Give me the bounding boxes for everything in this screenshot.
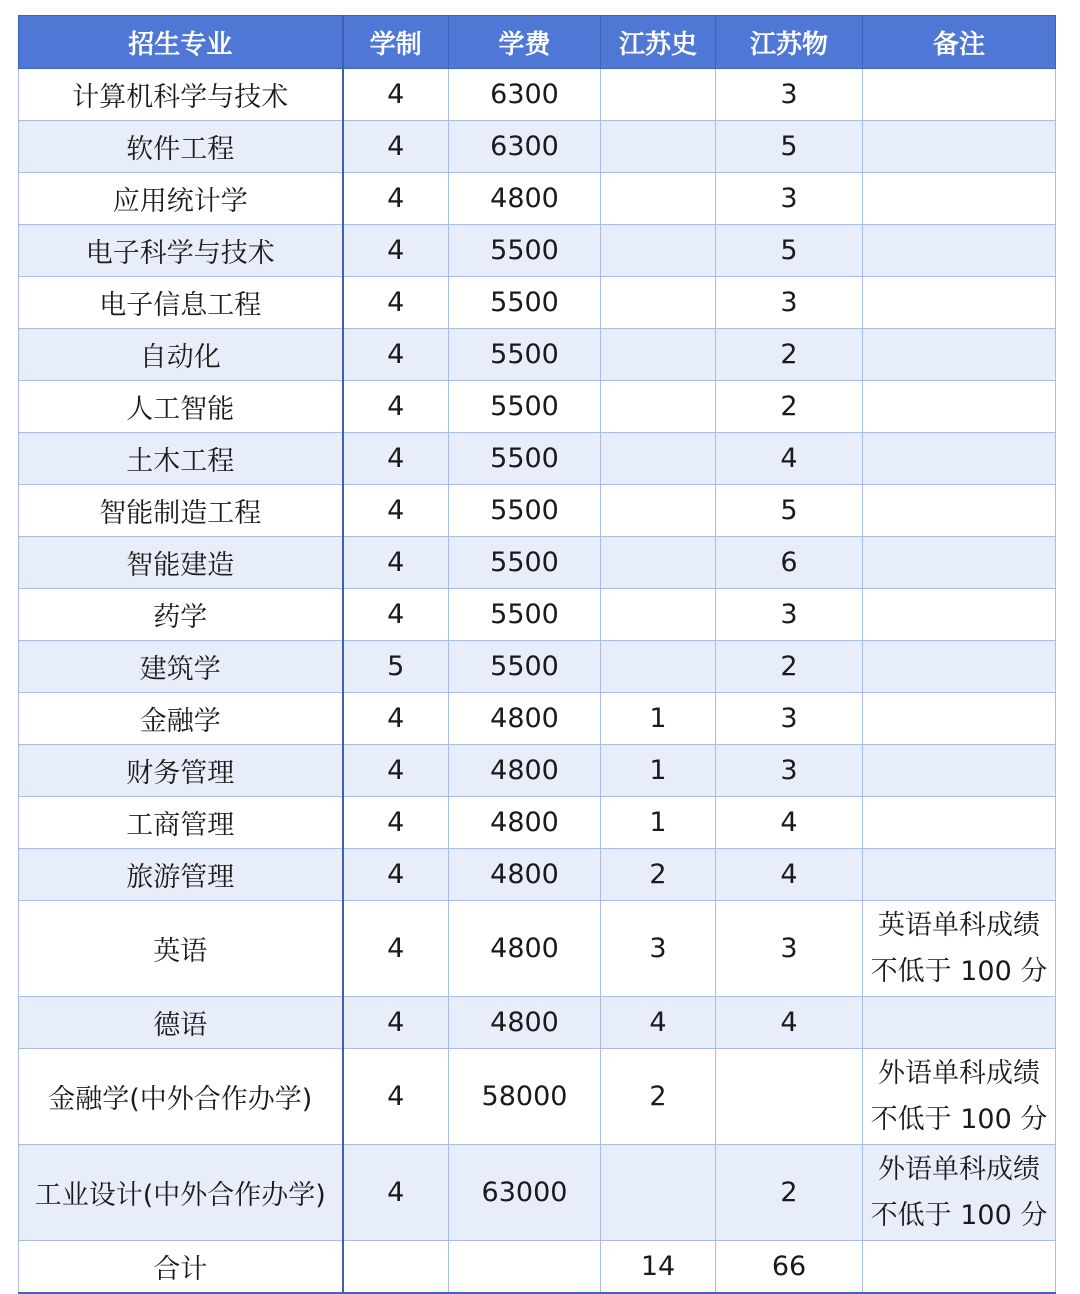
major-cell: 应用统计学 <box>19 173 343 225</box>
table-row <box>19 797 1056 849</box>
years-cell: 4 <box>343 225 449 277</box>
physics-cell: 5 <box>716 485 863 537</box>
note-line: 外语单科成绩 <box>878 1057 1040 1089</box>
major-cell: 旅游管理 <box>19 849 343 901</box>
history-cell <box>601 589 716 641</box>
major-cell: 人工智能 <box>19 381 343 433</box>
years-cell: 4 <box>343 381 449 433</box>
physics-cell: 4 <box>716 997 863 1049</box>
fee-cell: 58000 <box>449 1049 601 1145</box>
history-cell: 1 <box>601 745 716 797</box>
table-row <box>19 693 1056 745</box>
total-fee <box>449 1241 601 1294</box>
history-cell: 2 <box>601 1049 716 1145</box>
years-cell: 4 <box>343 69 449 121</box>
major-cell: 自动化 <box>19 329 343 381</box>
physics-cell: 3 <box>716 693 863 745</box>
history-cell <box>601 277 716 329</box>
note-line: 不低于 100 分 <box>870 955 1048 987</box>
history-cell <box>601 329 716 381</box>
history-cell <box>601 173 716 225</box>
years-cell: 4 <box>343 849 449 901</box>
table-row <box>19 277 1056 329</box>
fee-cell: 5500 <box>449 277 601 329</box>
fee-cell: 5500 <box>449 433 601 485</box>
major-cell: 英语 <box>19 901 343 997</box>
table-row <box>19 69 1056 121</box>
history-cell <box>601 121 716 173</box>
history-cell <box>601 69 716 121</box>
total-row <box>19 1241 1056 1294</box>
major-cell: 土木工程 <box>19 433 343 485</box>
major-cell: 财务管理 <box>19 745 343 797</box>
note-cell <box>863 693 1056 745</box>
note-cell <box>863 901 1056 997</box>
physics-cell: 3 <box>716 173 863 225</box>
note-cell <box>863 277 1056 329</box>
note-cell <box>863 173 1056 225</box>
table-row <box>19 641 1056 693</box>
years-cell: 4 <box>343 537 449 589</box>
fee-cell: 6300 <box>449 69 601 121</box>
major-cell: 智能制造工程 <box>19 485 343 537</box>
note-line: 不低于 100 分 <box>870 1199 1048 1231</box>
table-row <box>19 121 1056 173</box>
table-row <box>19 1145 1056 1241</box>
years-cell: 4 <box>343 329 449 381</box>
fee-cell: 63000 <box>449 1145 601 1241</box>
table-row <box>19 329 1056 381</box>
fee-cell: 6300 <box>449 121 601 173</box>
years-cell: 4 <box>343 173 449 225</box>
physics-cell: 3 <box>716 69 863 121</box>
major-cell: 金融学(中外合作办学) <box>19 1049 343 1145</box>
fee-cell: 5500 <box>449 381 601 433</box>
note-cell <box>863 225 1056 277</box>
years-cell: 5 <box>343 641 449 693</box>
years-cell: 4 <box>343 277 449 329</box>
note-cell <box>863 589 1056 641</box>
major-cell: 智能建造 <box>19 537 343 589</box>
note-cell <box>863 69 1056 121</box>
history-cell: 3 <box>601 901 716 997</box>
total-years <box>343 1241 449 1294</box>
years-cell: 4 <box>343 797 449 849</box>
total-history: 14 <box>601 1241 716 1294</box>
admissions-table <box>18 15 1056 1294</box>
physics-cell: 2 <box>716 381 863 433</box>
history-cell: 4 <box>601 997 716 1049</box>
major-cell: 工业设计(中外合作办学) <box>19 1145 343 1241</box>
table-row <box>19 1049 1056 1145</box>
fee-cell: 4800 <box>449 901 601 997</box>
fee-cell: 4800 <box>449 693 601 745</box>
years-cell: 4 <box>343 121 449 173</box>
table-row <box>19 537 1056 589</box>
note-line: 英语单科成绩 <box>878 909 1040 941</box>
fee-cell: 4800 <box>449 797 601 849</box>
physics-cell: 2 <box>716 329 863 381</box>
history-cell: 1 <box>601 693 716 745</box>
history-cell <box>601 225 716 277</box>
years-cell: 4 <box>343 1145 449 1241</box>
physics-cell: 3 <box>716 589 863 641</box>
years-cell: 4 <box>343 589 449 641</box>
history-cell <box>601 485 716 537</box>
header-note: 备注 <box>863 16 1056 69</box>
table-row <box>19 433 1056 485</box>
note-cell <box>863 849 1056 901</box>
major-cell: 电子信息工程 <box>19 277 343 329</box>
table-row <box>19 849 1056 901</box>
years-cell: 4 <box>343 745 449 797</box>
table-row <box>19 901 1056 997</box>
header-fee: 学费 <box>449 16 601 69</box>
history-cell <box>601 641 716 693</box>
years-cell: 4 <box>343 901 449 997</box>
table-body <box>19 69 1056 1294</box>
history-cell <box>601 537 716 589</box>
note-cell <box>863 485 1056 537</box>
major-cell: 德语 <box>19 997 343 1049</box>
note-cell <box>863 381 1056 433</box>
header-history: 江苏史 <box>601 16 716 69</box>
history-cell <box>601 433 716 485</box>
header-major: 招生专业 <box>19 16 343 69</box>
fee-cell: 5500 <box>449 329 601 381</box>
table-header <box>19 16 1056 69</box>
major-cell: 药学 <box>19 589 343 641</box>
fee-cell: 5500 <box>449 537 601 589</box>
major-cell: 工商管理 <box>19 797 343 849</box>
total-physics: 66 <box>716 1241 863 1294</box>
history-cell <box>601 1145 716 1241</box>
major-cell: 软件工程 <box>19 121 343 173</box>
years-cell: 4 <box>343 485 449 537</box>
table-row <box>19 745 1056 797</box>
header-physics: 江苏物 <box>716 16 863 69</box>
note-cell <box>863 329 1056 381</box>
fee-cell: 4800 <box>449 745 601 797</box>
physics-cell: 3 <box>716 901 863 997</box>
major-cell: 金融学 <box>19 693 343 745</box>
years-cell: 4 <box>343 997 449 1049</box>
fee-cell: 5500 <box>449 589 601 641</box>
physics-cell: 4 <box>716 433 863 485</box>
note-cell <box>863 1049 1056 1145</box>
fee-cell: 5500 <box>449 641 601 693</box>
note-cell <box>863 433 1056 485</box>
fee-cell: 5500 <box>449 485 601 537</box>
fee-cell: 5500 <box>449 225 601 277</box>
physics-cell <box>716 1049 863 1145</box>
history-cell <box>601 381 716 433</box>
header-row <box>19 16 1056 69</box>
header-years: 学制 <box>343 16 449 69</box>
note-line: 外语单科成绩 <box>878 1153 1040 1185</box>
table-row <box>19 997 1056 1049</box>
fee-cell: 4800 <box>449 997 601 1049</box>
physics-cell: 3 <box>716 277 863 329</box>
note-cell <box>863 121 1056 173</box>
physics-cell: 2 <box>716 1145 863 1241</box>
table-row <box>19 173 1056 225</box>
note-cell <box>863 997 1056 1049</box>
years-cell: 4 <box>343 1049 449 1145</box>
table-row <box>19 589 1056 641</box>
history-cell: 1 <box>601 797 716 849</box>
physics-cell: 4 <box>716 849 863 901</box>
table-row <box>19 381 1056 433</box>
years-cell: 4 <box>343 433 449 485</box>
history-cell: 2 <box>601 849 716 901</box>
major-cell: 建筑学 <box>19 641 343 693</box>
physics-cell: 5 <box>716 225 863 277</box>
table-row <box>19 225 1056 277</box>
physics-cell: 6 <box>716 537 863 589</box>
major-cell: 电子科学与技术 <box>19 225 343 277</box>
physics-cell: 4 <box>716 797 863 849</box>
note-cell <box>863 797 1056 849</box>
fee-cell: 4800 <box>449 173 601 225</box>
note-cell <box>863 1145 1056 1241</box>
total-note <box>863 1241 1056 1294</box>
major-cell: 计算机科学与技术 <box>19 69 343 121</box>
table-row <box>19 485 1056 537</box>
note-cell <box>863 641 1056 693</box>
note-line: 不低于 100 分 <box>870 1103 1048 1135</box>
physics-cell: 5 <box>716 121 863 173</box>
physics-cell: 2 <box>716 641 863 693</box>
years-cell: 4 <box>343 693 449 745</box>
note-cell <box>863 537 1056 589</box>
total-label: 合计 <box>19 1241 343 1294</box>
fee-cell: 4800 <box>449 849 601 901</box>
note-cell <box>863 745 1056 797</box>
physics-cell: 3 <box>716 745 863 797</box>
